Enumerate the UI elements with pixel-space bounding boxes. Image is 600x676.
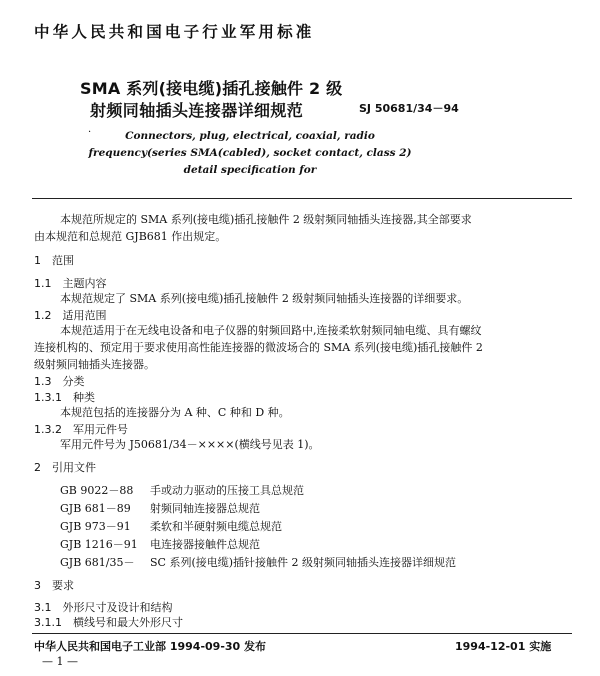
reference-title: 射频同轴连接器总规范	[150, 502, 260, 515]
section-1-3-1-heading: 1.3.1 种类	[34, 391, 95, 404]
section-1-3-2-heading: 1.3.2 军用元件号	[34, 423, 128, 436]
page-number: — 1 —	[42, 655, 78, 668]
reference-code: GJB 681/35－	[60, 556, 135, 569]
reference-code: GJB 973－91	[60, 520, 131, 533]
section-1-heading: 1 范围	[34, 254, 74, 267]
section-2-heading: 2 引用文件	[34, 461, 96, 474]
title-cn-line1: SMA 系列(接电缆)插孔接触件 2 级	[80, 79, 343, 98]
issuer-date: 中华人民共和国电子工业部 1994-09-30 发布	[34, 640, 267, 653]
intro-line2: 由本规范和总规范 GJB681 作出规定。	[34, 230, 227, 243]
reference-code: GJB 681－89	[60, 502, 131, 515]
section-1-1-heading: 1.1 主题内容	[34, 277, 107, 290]
org-header: 中华人民共和国电子行业军用标准	[34, 23, 315, 41]
title-cn-line2: 射频同轴插头连接器详细规范	[90, 101, 304, 120]
title-en-line3: detail specification for	[183, 164, 317, 176]
section-1-3-2-text: 军用元件号为 J50681/34－××××(横线号见表 1)。	[60, 438, 320, 451]
reference-code: GJB 1216－91	[60, 538, 138, 551]
title-en-line1: Connectors, plug, electrical, coaxial, radio	[125, 130, 375, 142]
reference-title: 手或动力驱动的压接工具总规范	[150, 484, 304, 497]
section-3-1-heading: 3.1 外形尺寸及设计和结构	[34, 601, 173, 614]
title-en-line2: frequency(series SMA(cabled), socket contact, class 2)	[88, 147, 412, 159]
section-1-1-text: 本规范规定了 SMA 系列(接电缆)插孔接触件 2 级射频同轴插头连接器的详细要求。	[60, 292, 469, 305]
effective-date: 1994-12-01 实施	[455, 640, 552, 653]
section-3-heading: 3 要求	[34, 579, 74, 592]
reference-title: 柔软和半硬射频电缆总规范	[150, 520, 282, 533]
reference-title: 电连接器接触件总规范	[150, 538, 260, 551]
intro-line1: 本规范所规定的 SMA 系列(接电缆)插孔接触件 2 级射频同轴插头连接器,其全部要求	[60, 213, 472, 226]
section-1-3-heading: 1.3 分类	[34, 375, 85, 388]
reference-code: GB 9022－88	[60, 484, 134, 497]
standard-number: SJ 50681/34－94	[359, 102, 459, 115]
section-1-2-text3: 级射频同轴插头连接器。	[34, 358, 155, 371]
footer-divider	[32, 633, 572, 634]
section-1-2-text2: 连接机构的、预定用于要求使用高性能连接器的微波场合的 SMA 系列(接电缆)插孔接触件 2	[34, 341, 483, 354]
decorative-dot: ·	[88, 127, 92, 138]
section-3-1-1-heading: 3.1.1 横线号和最大外形尺寸	[34, 616, 183, 629]
section-1-2-text1: 本规范适用于在无线电设备和电子仪器的射频回路中,连接柔软射频同轴电缆、具有螺纹	[60, 324, 482, 337]
section-1-2-heading: 1.2 适用范围	[34, 309, 107, 322]
reference-title: SC 系列(接电缆)插针接触件 2 级射频同轴插头连接器详细规范	[150, 556, 457, 569]
title-divider	[32, 198, 572, 199]
section-1-3-1-text: 本规范包括的连接器分为 A 种、C 种和 D 种。	[60, 406, 290, 419]
